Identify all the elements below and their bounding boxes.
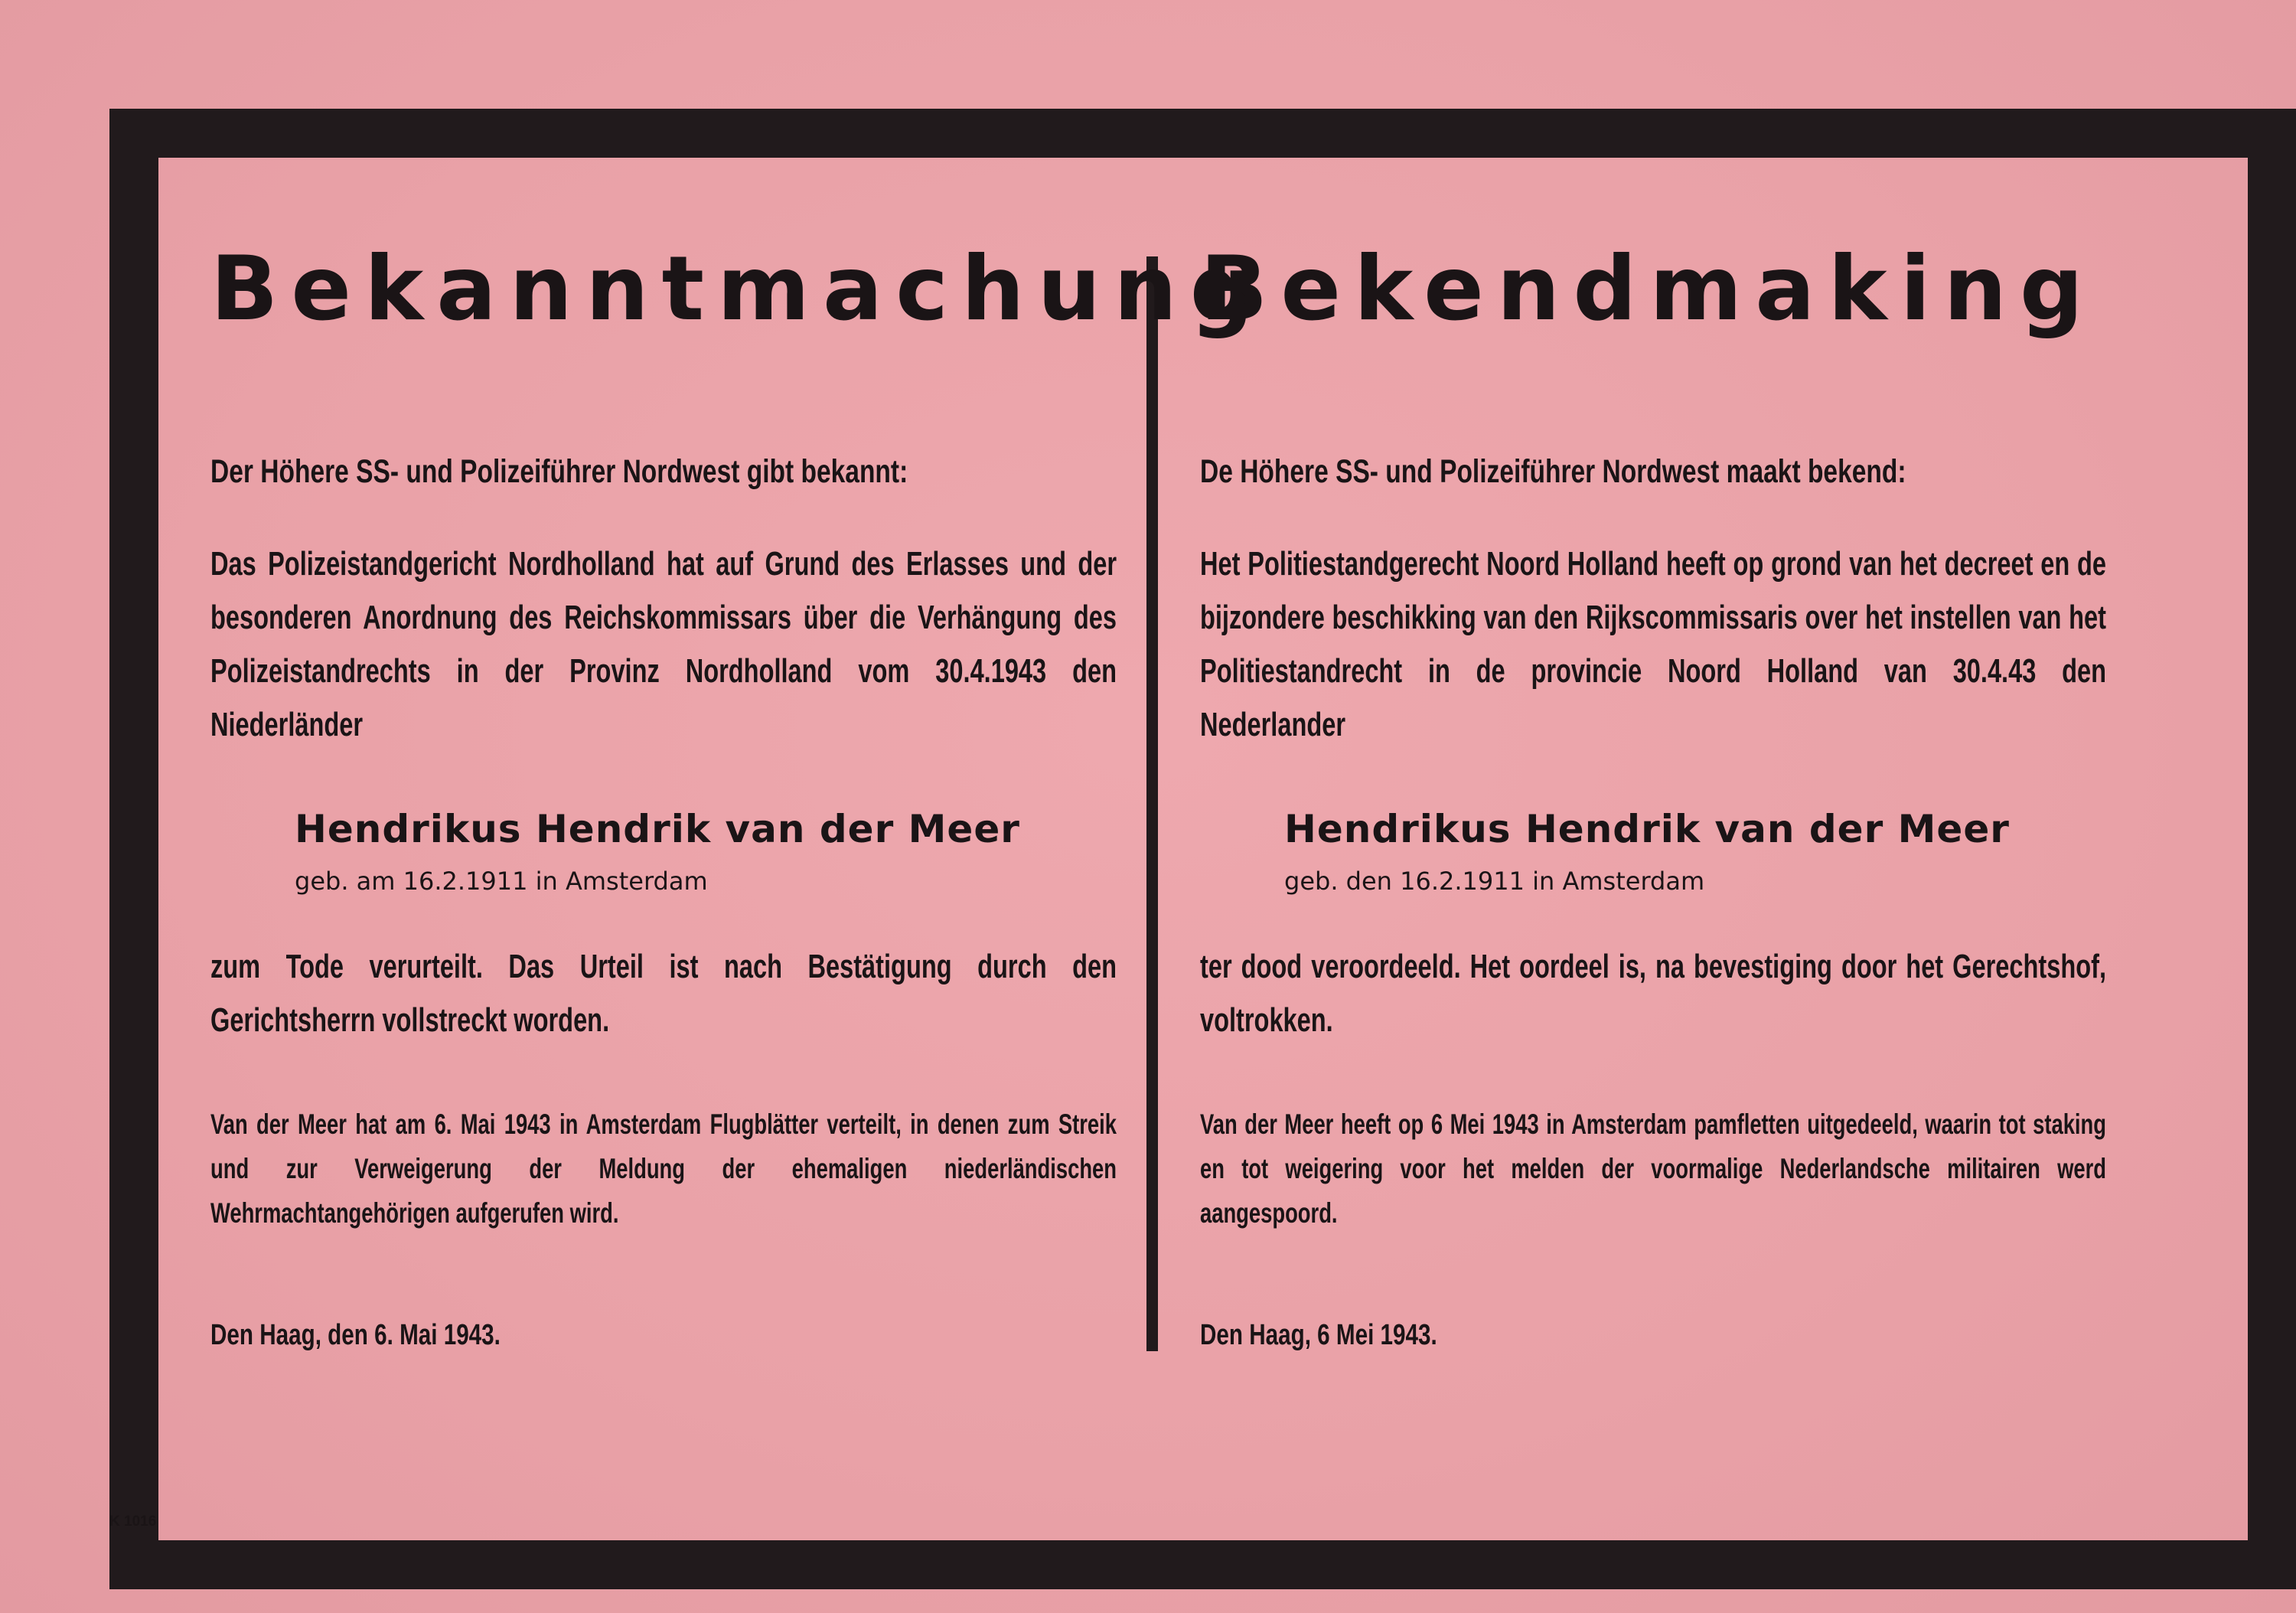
german-paragraph-2: zum Tode verurteilt. Das Urteil ist nach Bestätigung durch den Gerichtsherrn vollstreckt worden. <box>210 948 1117 1039</box>
dutch-paragraph-1: Het Politiestandgerecht Noord Holland heeft op grond van het decreet en de bijzondere beschikking van den Rijkscommissaris over het instellen van het Politiestandrecht in de provincie Noord Holland van 30.4.43 den Nederlander <box>1200 545 2106 743</box>
dutch-convict-name: Hendrikus Hendrik van der Meer <box>1284 807 2010 851</box>
dutch-birth-info: geb. den 16.2.1911 in Amsterdam <box>1284 867 1705 896</box>
dutch-heading: Bekendmaking <box>1200 237 2097 341</box>
german-intro: Der Höhere SS- und Polizeiführer Nordwest gibt bekannt: <box>210 453 908 490</box>
german-heading: Bekanntmachung <box>210 237 1267 341</box>
dutch-place-date: Den Haag, 6 Mei 1943. <box>1200 1319 1437 1351</box>
print-code: K 1016 <box>109 1513 157 1530</box>
german-convict-name: Hendrikus Hendrik van der Meer <box>295 807 1020 851</box>
german-paragraph-1: Das Polizeistandgericht Nordholland hat auf Grund des Erlasses und der besonderen Anordnung des Reichskommissars über die Verhängung des Polizeistandrechts in der Provinz Nordholland vom 30.4.1943 den Niederländer <box>210 545 1117 743</box>
dutch-intro: De Höhere SS- und Polizeiführer Nordwest maakt bekend: <box>1200 453 1906 490</box>
dutch-paragraph-2: ter dood veroordeeld. Het oordeel is, na bevestiging door het Gerechtshof, voltrokken. <box>1200 948 2106 1039</box>
dutch-paragraph-3: Van der Meer heeft op 6 Mei 1943 in Amsterdam pamfletten uitgedeeld, waarin tot staking en tot weigering voor het melden der voormalige Nederlandsche militairen werd aangespoord. <box>1200 1109 2106 1229</box>
german-paragraph-3: Van der Meer hat am 6. Mai 1943 in Amsterdam Flugblätter verteilt, in denen zum Streik und zur Verweigerung der Meldung der ehemaligen niederländischen Wehrmachtangehörigen aufgerufen wird. <box>210 1109 1117 1229</box>
german-place-date: Den Haag, den 6. Mai 1943. <box>210 1319 501 1351</box>
column-divider <box>1146 256 1158 1351</box>
german-birth-info: geb. am 16.2.1911 in Amsterdam <box>295 867 708 896</box>
